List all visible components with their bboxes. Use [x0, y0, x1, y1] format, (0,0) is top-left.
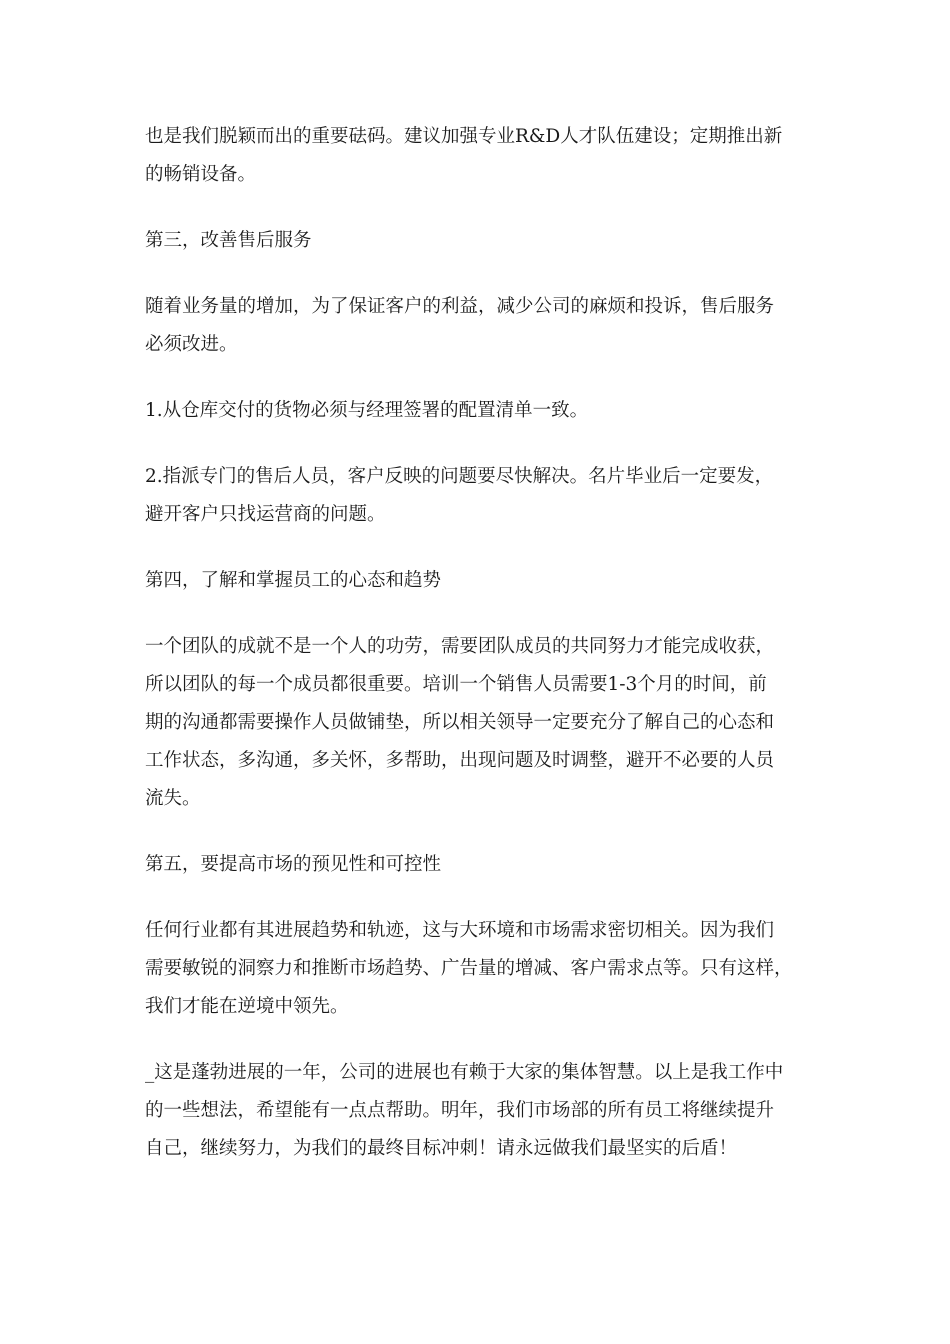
text-line: 第三，改善售后服务: [145, 230, 312, 251]
section-heading-four: [145, 562, 815, 600]
paragraph-team: [145, 628, 815, 818]
text-line: 期的沟通都需要操作人员做铺垫，所以相关领导一定要充分了解自己的心态和: [145, 712, 775, 733]
text-line: 随着业务量的增加，为了保证客户的利益，减少公司的麻烦和投诉，售后服务: [145, 296, 775, 317]
section-heading-three: [145, 222, 815, 260]
text-line: 第四，了解和掌握员工的心态和趋势: [145, 570, 442, 591]
text-line: 一个团队的成就不是一个人的功劳，需要团队成员的共同努力才能完成收获，: [145, 636, 775, 657]
text-line: 第五，要提高市场的预见性和可控性: [145, 854, 442, 875]
text-line: 流失。: [145, 788, 201, 809]
paragraph-conclusion: [145, 1054, 815, 1168]
text-line: 必须改进。: [145, 334, 238, 355]
section-heading-five: [145, 846, 815, 884]
paragraph-market-trends: [145, 912, 815, 1026]
text-line: 我们才能在逆境中领先。: [145, 996, 349, 1017]
paragraph-after-sales: [145, 288, 815, 364]
text-line: 的畅销设备。: [145, 164, 257, 185]
list-item-one: [145, 392, 815, 430]
text-line: 2.指派专门的售后人员，客户反映的问题要尽快解决。名片毕业后一定要发，: [145, 466, 774, 487]
document-body: [145, 118, 815, 1196]
paragraph-rd-recommendation: [145, 118, 815, 194]
text-line: 自己，继续努力，为我们的最终目标冲刺！请永远做我们最坚实的后盾！: [145, 1138, 738, 1159]
text-line: 所以团队的每一个成员都很重要。培训一个销售人员需要1-3个月的时间，前: [145, 674, 767, 695]
text-line: 1.从仓库交付的货物必须与经理签署的配置清单一致。: [145, 400, 589, 421]
text-line: _这是蓬勃进展的一年，公司的进展也有赖于大家的集体智慧。以上是我工作中: [145, 1062, 784, 1083]
text-line: 工作状态，多沟通，多关怀，多帮助，出现问题及时调整，避开不必要的人员: [145, 750, 775, 771]
text-line: 任何行业都有其进展趋势和轨迹，这与大环境和市场需求密切相关。因为我们: [145, 920, 775, 941]
text-line: 避开客户只找运营商的问题。: [145, 504, 386, 525]
text-line: 需要敏锐的洞察力和推断市场趋势、广告量的增减、客户需求点等。只有这样，: [145, 958, 793, 979]
list-item-two: [145, 458, 815, 534]
text-line: 的一些想法，希望能有一点点帮助。明年，我们市场部的所有员工将继续提升: [145, 1100, 775, 1121]
text-line: 也是我们脱颖而出的重要砝码。建议加强专业R&D人才队伍建设；定期推出新: [145, 126, 783, 147]
